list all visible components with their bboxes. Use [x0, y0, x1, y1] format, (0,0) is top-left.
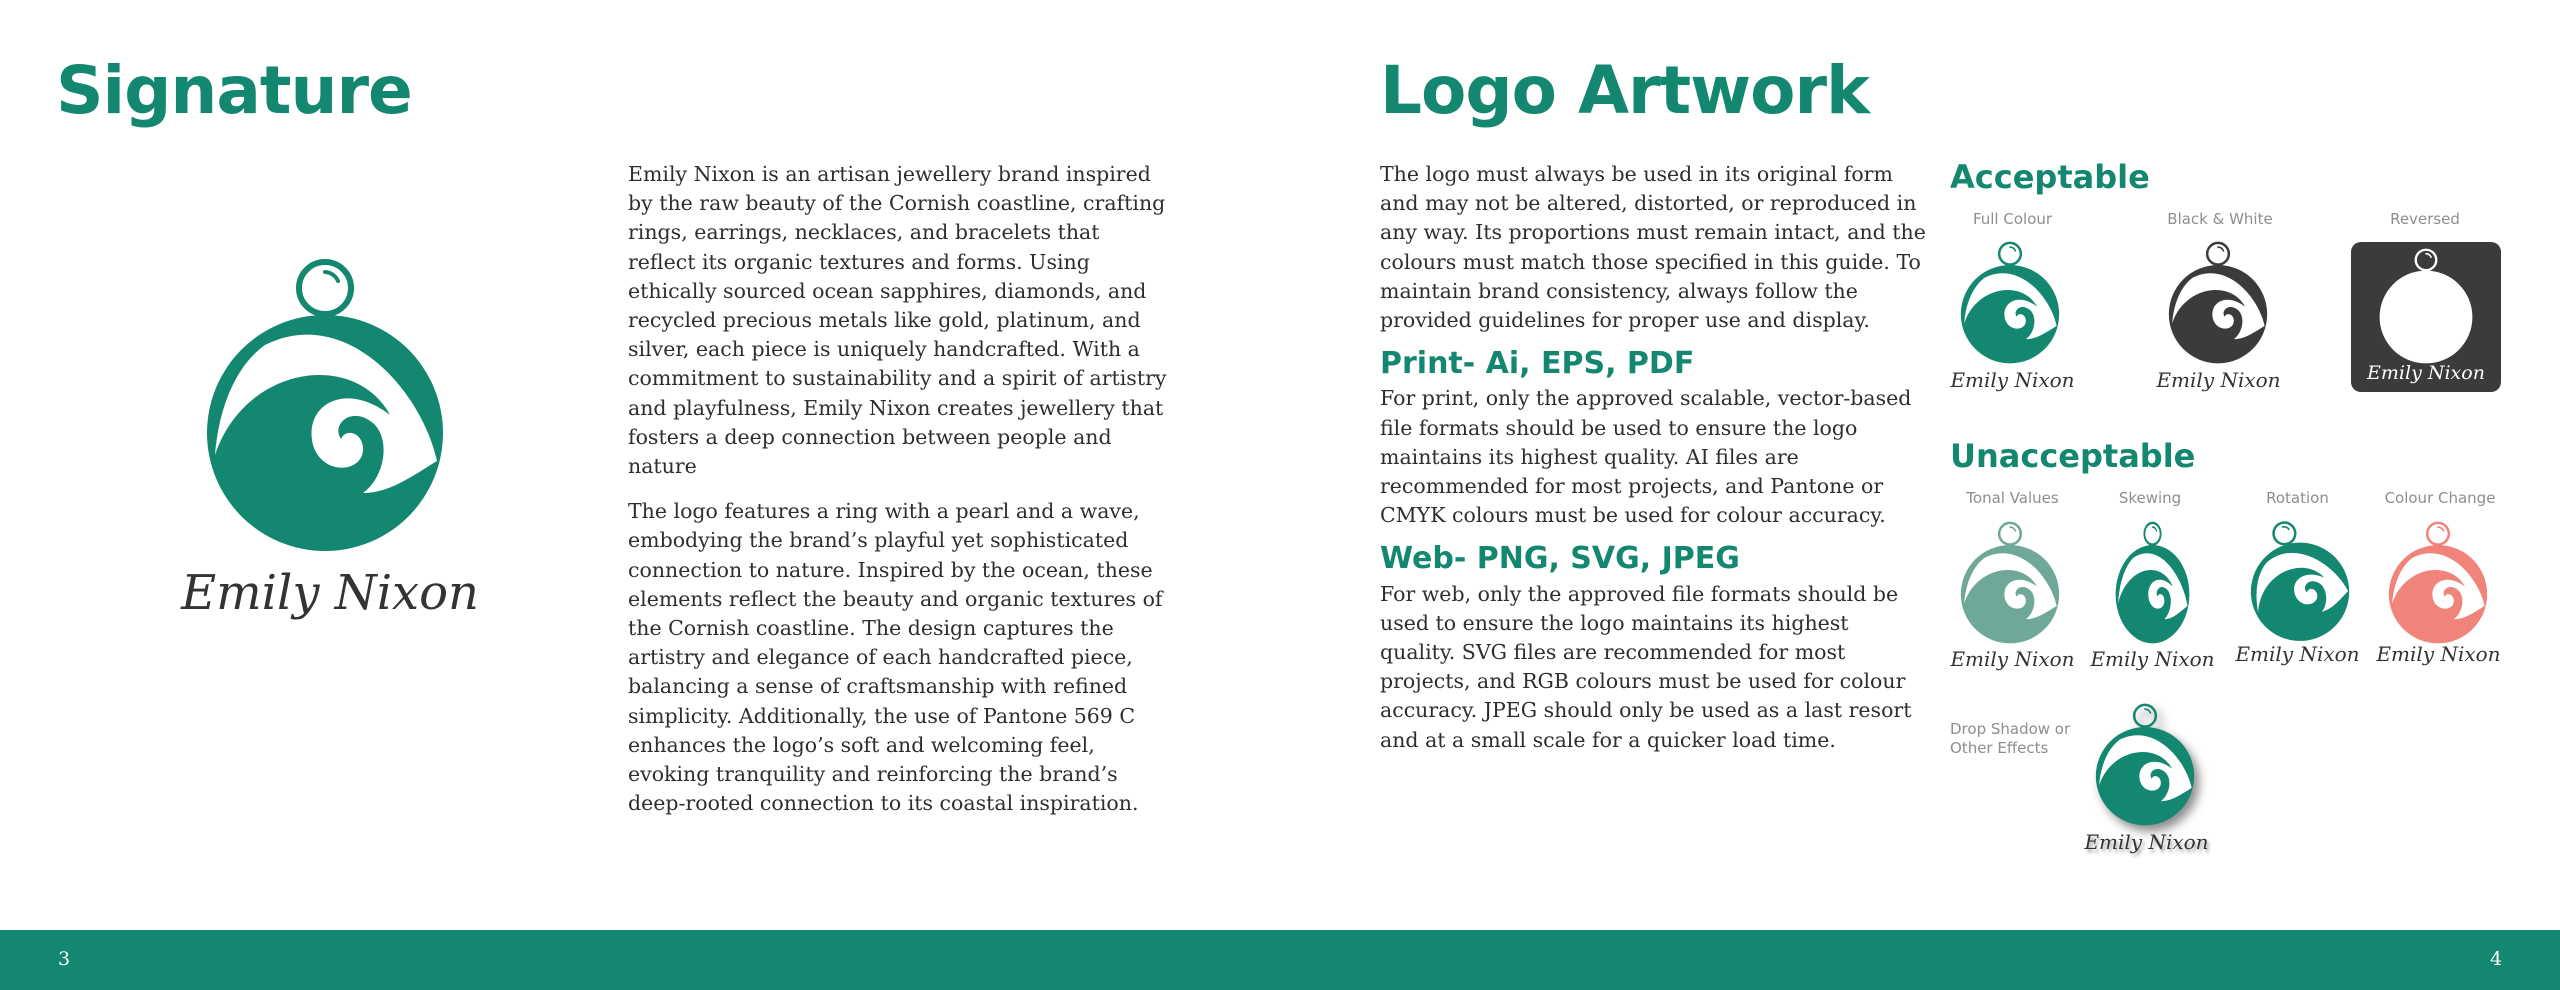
page-number-right: 4: [2490, 948, 2503, 970]
colour-change-logo: [2388, 520, 2488, 645]
unacceptable-heading: Unacceptable: [1950, 437, 2196, 475]
signature-paragraph-2: The logo features a ring with a pearl and a wave, embodying the brand’s playful yet sophisticated connection to nature. Inspired by the ocean, these elements reflect the beauty and organic textures of the Cornish coastline. The design captures the artistry and elegance of each handcrafted piece, balancing a sense of craftsmanship with refined simplicity. Additionally, the use of Pantone 569 C enhances the logo’s soft and welcoming feel, evoking tranquility and reinforcing the brand’s deep-rooted connection to its coastal inspiration.: [628, 499, 1163, 816]
black-white-logo: [2168, 240, 2268, 365]
reversed-brand: Emily Nixon: [2367, 362, 2485, 384]
print-paragraph: For print, only the approved scalable, vector-based file formats should be used to ensure the logo maintains its highest quality. AI files are recommended for most projects, and Pantone or CMYK colours must be used for colour accuracy.: [1380, 386, 1912, 528]
logo-artwork-body: [1380, 160, 1930, 755]
colour-change-brand: Emily Nixon: [2376, 642, 2501, 666]
full-colour-label: Full Colour: [1972, 210, 2053, 228]
signature-paragraph-1: Emily Nixon is an artisan jewellery brand inspired by the raw beauty of the Cornish coastline, crafting rings, earrings, necklaces, and bracelets that reflect its organic textures and forms. Using ethically sourced ocean sapphires, diamonds, and recycled precious metals like gold, platinum, and silver, each piece is uniquely handcrafted. With a commitment to sustainability and a spirit of artistry and playfulness, Emily Nixon creates jewellery that fosters a deep connection between people and nature: [628, 162, 1167, 479]
skewing-brand: Emily Nixon: [2090, 647, 2215, 671]
rotation-logo: [2233, 507, 2362, 654]
black-white-label: Black & White: [2167, 210, 2273, 228]
web-paragraph: For web, only the approved file formats should be used to ensure the logo maintains its highest quality. SVG files are recommended for most projects, and RGB colours must be used for colour accuracy. JPEG should only be used as a last resort and at a small scale for a quicker load time.: [1380, 581, 1912, 752]
colour-change-label: Colour Change: [2384, 489, 2496, 507]
tonal-values-label: Tonal Values: [1966, 489, 2059, 507]
reversed-logo: [2378, 247, 2474, 365]
drop-shadow-logo: [2095, 702, 2195, 827]
main-logo-mark: [205, 255, 445, 555]
print-heading: Print- Ai, EPS, PDF: [1380, 346, 1695, 382]
rotation-brand: Emily Nixon: [2235, 642, 2360, 666]
signature-body: [628, 160, 1168, 818]
intro-paragraph: The logo must always be used in its original form and may not be altered, distorted, or reproduced in any way. Its proportions must remain intact, and the colours must match those specified in this guide. To maintain brand consistency, always follow the provided guidelines for proper use and display.: [1380, 162, 1926, 333]
web-heading: Web- PNG, SVG, JPEG: [1380, 541, 1740, 577]
page-number-left: 3: [58, 948, 71, 970]
acceptable-heading: Acceptable: [1950, 158, 2150, 196]
skewing-logo: [2115, 520, 2190, 645]
full-colour-brand: Emily Nixon: [1950, 368, 2075, 392]
footer-bar: [0, 930, 2560, 990]
full-colour-logo: [1960, 240, 2060, 365]
signature-title: Signature: [56, 52, 412, 129]
logo-artwork-title: Logo Artwork: [1380, 52, 1869, 129]
tonal-values-brand: Emily Nixon: [1950, 647, 2075, 671]
tonal-values-logo: [1960, 520, 2060, 645]
reversed-tile: [2351, 242, 2501, 392]
reversed-label: Reversed: [2390, 210, 2460, 228]
skewing-label: Skewing: [2118, 489, 2182, 507]
rotation-label: Rotation: [2266, 489, 2329, 507]
black-white-brand: Emily Nixon: [2156, 368, 2281, 392]
main-brand-name: Emily Nixon: [181, 565, 479, 621]
drop-shadow-label: Drop Shadow or Other Effects: [1950, 720, 2071, 757]
drop-shadow-brand: Emily Nixon: [2084, 830, 2209, 854]
